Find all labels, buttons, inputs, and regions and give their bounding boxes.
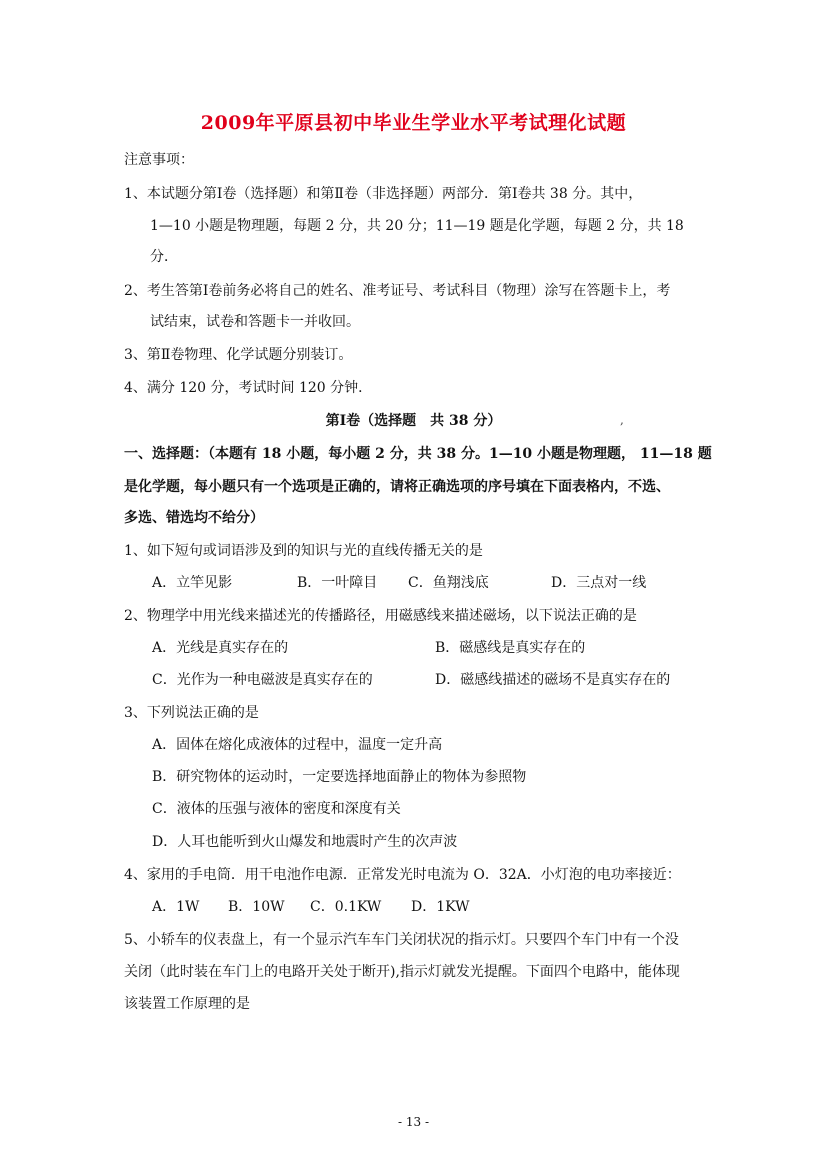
page-number: - 13 - (397, 1115, 429, 1129)
question-5-stem-line-1: 5、小轿车的仪表盘上，有一个显示汽车车门关闭状况的指示灯。只要四个车门中有一个没 (124, 932, 679, 948)
question-3-stem: 3、下列说法正确的是 (124, 705, 259, 721)
notice-item-3: 3、第Ⅱ卷物理、化学试题分别装订。 (124, 347, 353, 363)
question-2-option-b: B．磁感线是真实存在的 (435, 640, 586, 656)
question-2-option-c: C．光作为一种电磁波是真实存在的 (152, 672, 373, 688)
question-1-option-b: B．一叶障目 (297, 575, 378, 591)
question-4-option-d: D．1KW (411, 899, 470, 915)
question-1-option-c: C．鱼翔浅底 (408, 575, 489, 591)
question-2-option-a: A．光线是真实存在的 (152, 640, 289, 656)
instruction-line-2: 是化学题，每小题只有一个选项是正确的，请将正确选项的序号填在下面表格内，不选、 (124, 479, 670, 495)
notice-item-4: 4、满分 120 分，考试时间 120 分钟． (124, 380, 373, 396)
question-2-stem: 2、物理学中用光线来描述光的传播路径，用磁感线来描述磁场，以下说法正确的是 (124, 608, 637, 624)
section-title: 第Ⅰ卷（选择题 共 38 分） (325, 413, 502, 429)
stray-mark: , (620, 413, 624, 427)
notice-item-1-line-1: 1、本试题分第Ⅰ卷（选择题）和第Ⅱ卷（非选择题）两部分．第Ⅰ卷共 38 分。其中， (124, 186, 643, 202)
question-3-option-b: B．研究物体的运动时，一定要选择地面静止的物体为参照物 (152, 769, 527, 785)
instruction-line-1: 一、选择题：（本题有 18 小题，每小题 2 分，共 38 分。1—10 小题是物理题， 11—18 题 (124, 446, 712, 462)
question-3-option-c: C．液体的压强与液体的密度和深度有关 (152, 801, 401, 817)
question-4-option-b: B．10W (228, 899, 285, 915)
notice-item-1-line-2: 1—10 小题是物理题，每题 2 分，共 20 分；11—19 题是化学题，每题 2 分，共 18 (150, 218, 684, 234)
question-3-option-d: D．人耳也能听到火山爆发和地震时产生的次声波 (152, 834, 458, 850)
notice-item-2-line-1: 2、考生答第Ⅰ卷前务必将自己的姓名、准考证号、考试科目（物理）涂写在答题卡上，考 (124, 283, 671, 299)
question-4-option-a: A．1W (152, 899, 200, 915)
question-3-option-a: A．固体在熔化成液体的过程中，温度一定升高 (152, 737, 443, 753)
question-5-stem-line-3: 该装置工作原理的是 (124, 996, 250, 1012)
notice-heading: 注意事项： (124, 152, 194, 168)
question-1-stem: 1、如下短句或词语涉及到的知识与光的直线传播无关的是 (124, 543, 483, 559)
question-5-stem-line-2: 关闭（此时装在车门上的电路开关处于断开),指示灯就发光提醒。下面四个电路中，能体现 (124, 964, 680, 980)
question-1-option-a: A．立竿见影 (152, 575, 233, 591)
notice-item-2-line-2: 试结束，试卷和答题卡一并收回。 (150, 314, 360, 330)
question-2-option-d: D．磁感线描述的磁场不是真实存在的 (435, 672, 671, 688)
instruction-line-3: 多选、错选均不给分） (124, 510, 264, 526)
question-1-option-d: D．三点对一线 (551, 575, 647, 591)
exam-title: 2009年平原县初中毕业生学业水平考试理化试题 (200, 112, 627, 134)
notice-item-1-line-3: 分． (150, 249, 178, 265)
question-4-stem: 4、家用的手电筒．用干电池作电源．正常发光时电流为 O．32A．小灯泡的电功率接近： (124, 867, 681, 883)
question-4-option-c: C．0.1KW (310, 899, 382, 915)
